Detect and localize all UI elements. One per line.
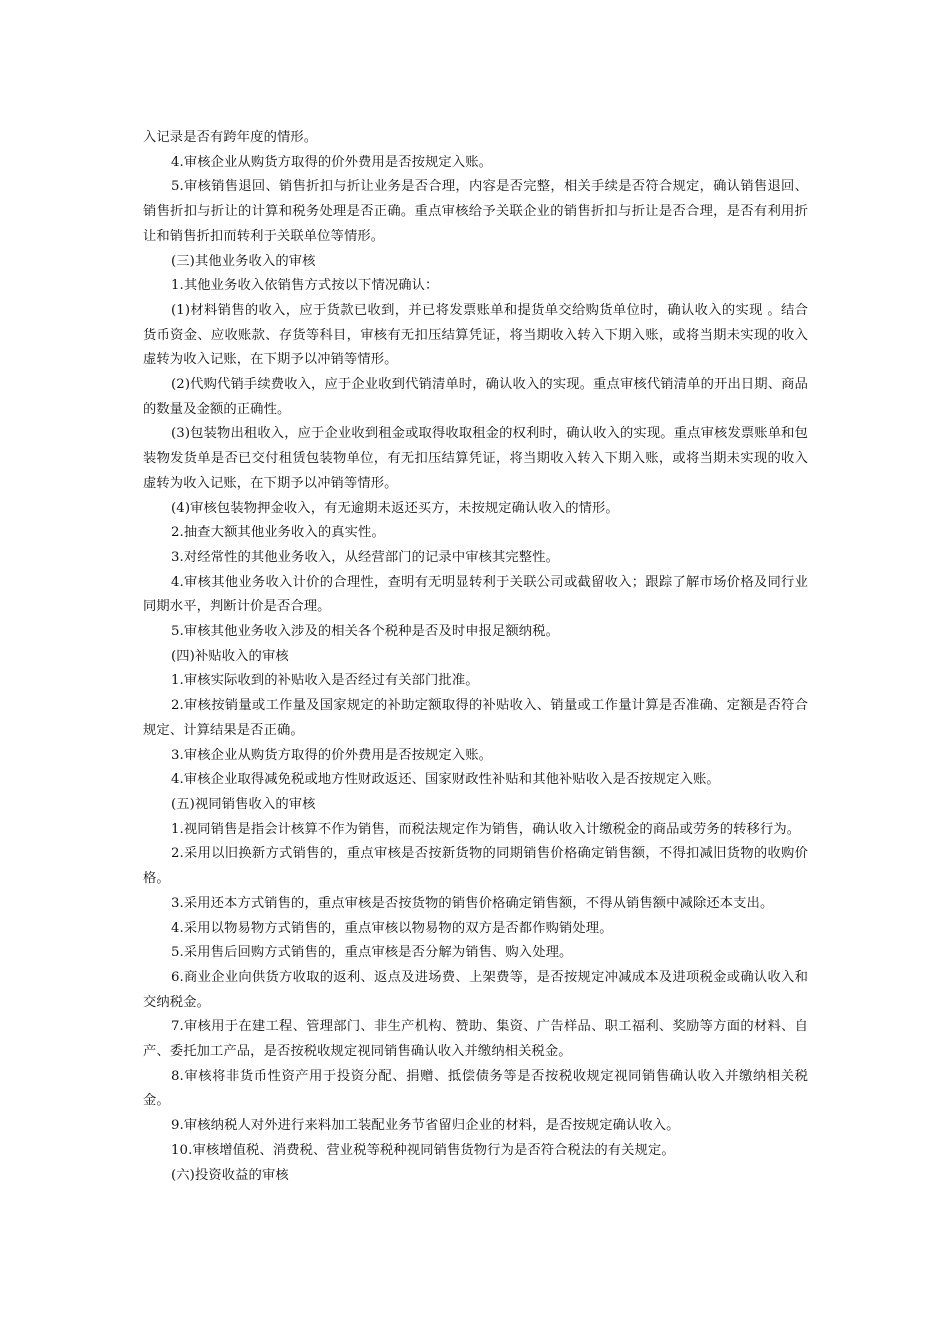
paragraph-27: 9.审核纳税人对外进行来料加工装配业务节省留归企业的材料，是否按规定确认收入。 [171,1118,680,1134]
paragraph-14: 1.审核实际收到的补贴收入是否经过有关部门批准。 [171,673,479,689]
paragraph-0: 入记录是否有跨年度的情形。 [143,130,318,145]
paragraph-15: 2.审核按销量或工作量及国家规定的补助定额取得的补贴收入、销量或工作量计算是否准确、定额是否符合规定、计算结果是否正确。 [143,698,808,738]
paragraph-26: 8.审核将非货币性资产用于投资分配、捐赠、抵偿债务等是否按税收规定视同销售确认收入并缴纳相关税金。 [143,1068,808,1109]
paragraph-19: 1.视同销售是指会计核算不作为销售，而税法规定作为销售，确认收入计缴税金的商品或劳务的转移行为。 [171,821,801,837]
paragraph-4: 1.其他业务收入依销售方式按以下情况确认： [171,278,439,294]
paragraph-20: 2.采用以旧换新方式销售的，重点审核是否按新货物的同期销售价格确定销售额，不得扣减旧货物的收购价格。 [143,846,808,887]
paragraph-23: 5.采用售后回购方式销售的，重点审核是否分解为销售、购入处理。 [171,945,573,961]
section-heading-other-business-income: (三)其他业务收入的审核 [171,253,316,269]
paragraph-6: (2)代购代销手续费收入，应于企业收到代销清单时，确认收入的实现。重点审核代销清单的开出日期、商品的数量及金额的正确性。 [143,377,808,417]
paragraph-28: 10.审核增值税、消费税、营业税等税种视同销售货物行为是否符合税法的有关规定。 [171,1142,675,1158]
section-heading-investment-income: (六)投资收益的审核 [171,1167,289,1183]
paragraph-7: (3)包装物出租收入，应于企业收到租金或取得收取租金的权利时，确认收入的实现。重点审核发票账单和包装物发货单是否已交付租赁包装物单位，有无扣压结算凭证，将当期收入转入下期入账，或将当期未实现的收入虚转为收入记账，在下期予以冲销等情形。 [143,426,808,491]
paragraph-21: 3.采用还本方式销售的，重点审核是否按货物的销售价格确定销售额，不得从销售额中减除还本支出。 [171,895,774,911]
paragraph-22: 4.采用以物易物方式销售的，重点审核以物易物的双方是否都作购销处理。 [171,920,613,936]
paragraph-25: 7.审核用于在建工程、管理部门、非生产机构、赞助、集资、广告样品、职工福利、奖励等方面的材料、自产、委托加工产品，是否按税收规定视同销售确认收入并缴纳相关税金。 [143,1019,808,1060]
paragraph-10: 3.对经常性的其他业务收入，从经营部门的记录中审核其完整性。 [171,549,559,565]
section-heading-deemed-sales-income: (五)视同销售收入的审核 [171,796,316,812]
section-heading-subsidy-income: (四)补贴收入的审核 [171,648,289,664]
paragraph-1: 4.审核企业从购货方取得的价外费用是否按规定入账。 [171,154,493,170]
paragraph-2: 5.审核销售退回、销售折扣与折让业务是否合理，内容是否完整，相关手续是否符合规定，确认销售退回、销售折扣与折让的计算和税务处理是否正确。重点审核给予关联企业的销售折扣与折让是否合理，是否有利用折让和销售折扣而转利于关联单位等情形。 [143,179,808,244]
paragraph-5: (1)材料销售的收入，应于货款已收到，并已将发票账单和提货单交给购货单位时，确认收入的实现 。结合货币资金、应收账款、存货等科目，审核有无扣压结算凭证，将当期收入转入下期入账，或将当期未实现的收入虚转为收入记账，在下期予以冲销等情形。 [143,302,808,368]
paragraph-11: 4.审核其他业务收入计价的合理性，查明有无明显转利于关联公司或截留收入；跟踪了解市场价格及同行业同期水平，判断计价是否合理。 [143,574,808,615]
paragraph-24: 6.商业企业向供货方收取的返利、返点及进场费、上架费等，是否按规定冲减成本及进项税金或确认收入和交纳税金。 [143,969,808,1010]
paragraph-16: 3.审核企业从购货方取得的价外费用是否按规定入账。 [171,747,493,763]
paragraph-12: 5.审核其他业务收入涉及的相关各个税种是否及时申报足额纳税。 [171,624,559,640]
paragraph-17: 4.审核企业取得减免税或地方性财政返还、国家财政性补贴和其他补贴收入是否按规定入账。 [171,772,720,788]
document-page [143,126,808,1188]
paragraph-9: 2.抽查大额其他业务收入的真实性。 [171,525,385,541]
paragraph-8: (4)审核包装物押金收入，有无逾期未返还买方，未按规定确认收入的情形。 [171,500,619,516]
